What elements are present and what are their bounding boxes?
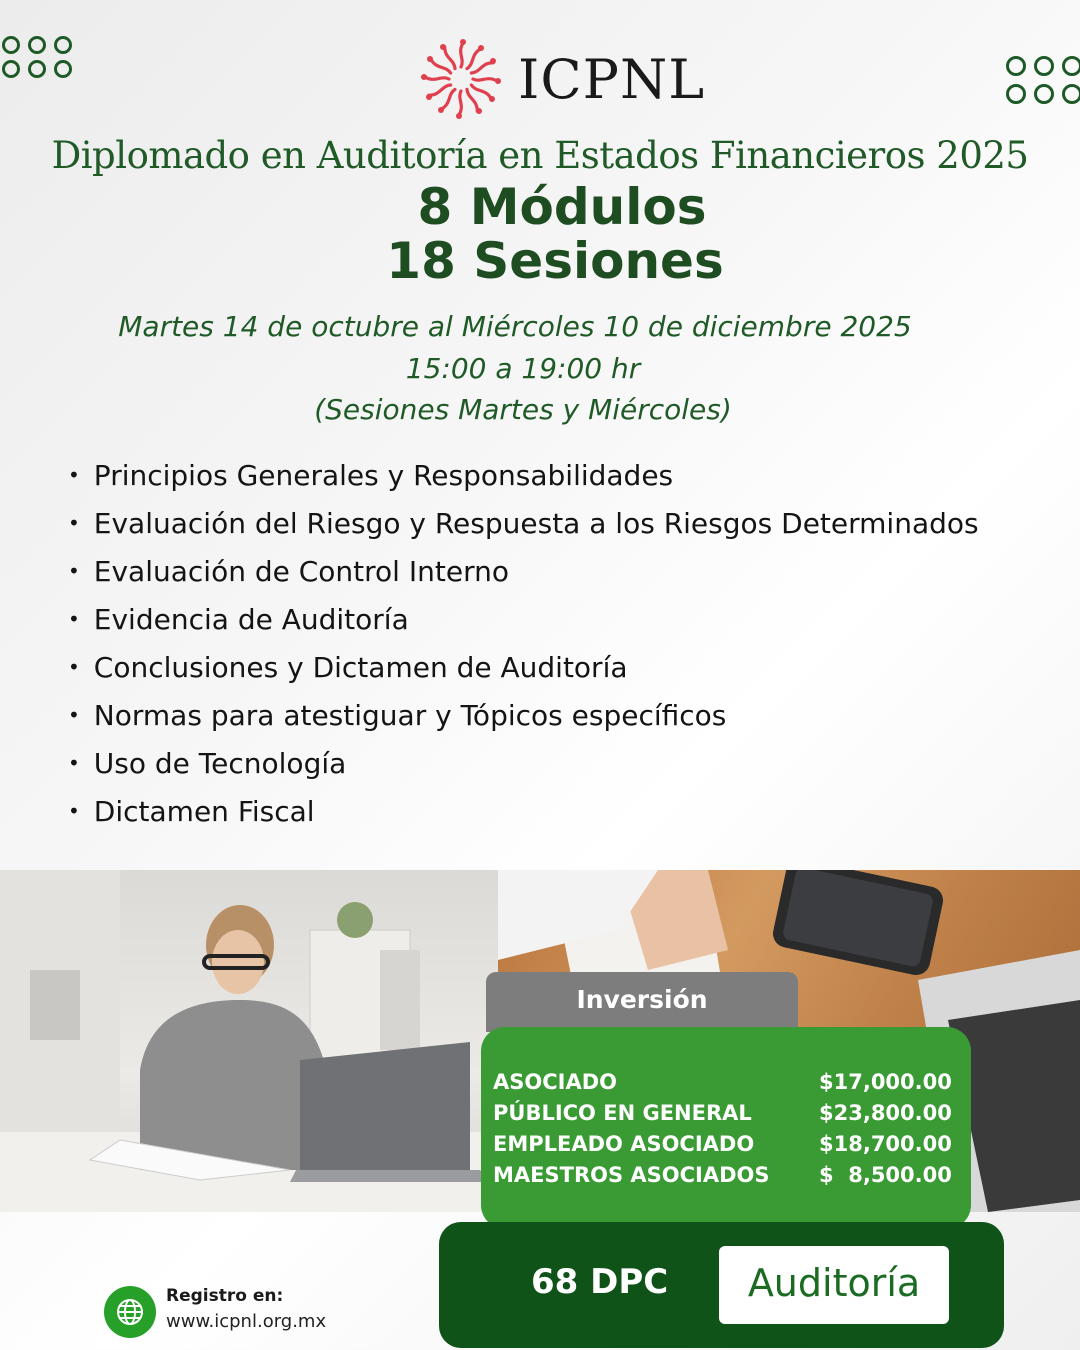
dpc-credits: 68 DPC [531,1262,669,1302]
list-item: • Dictamen Fiscal [68,792,979,840]
decorative-circles-left [2,36,72,78]
price-label: MAESTROS ASOCIADOS [493,1163,770,1187]
program-dates: Martes 14 de octubre al Miércoles 10 de diciembre 2025 [118,310,912,343]
logo-mark-icon [418,36,504,122]
decorative-circles-right [1006,56,1080,104]
price-label: ASOCIADO [493,1070,617,1094]
module-list [68,456,979,840]
price-amount: $17,000.00 [819,1070,952,1094]
list-item: • Normas para atestiguar y Tópicos específicos [68,696,979,744]
program-title: Diplomado en Auditoría en Estados Financieros 2025 [51,134,1029,177]
investment-price-box [481,1027,971,1229]
price-amount: $23,800.00 [819,1101,952,1125]
area-badge: Auditoría [719,1246,949,1324]
logo-text: ICPNL [518,47,706,111]
price-amount: $18,700.00 [819,1132,952,1156]
price-label: PÚBLICO EN GENERAL [493,1101,752,1125]
list-item: • Principios Generales y Responsabilidades [68,456,979,504]
registration-link[interactable]: www.icpnl.org.mx [166,1311,327,1332]
price-label: EMPLEADO ASOCIADO [493,1132,755,1156]
price-row [493,1067,959,1098]
list-item: • Conclusiones y Dictamen de Auditoría [68,648,979,696]
registration-label: Registro en: [166,1286,284,1306]
program-schedule: 15:00 a 19:00 hr [405,352,641,385]
session-days: (Sesiones Martes y Miércoles) [314,393,732,426]
credits-box [439,1222,1004,1348]
icpnl-logo [418,36,705,122]
investment-tab: Inversión [486,972,798,1032]
list-item: • Evaluación del Riesgo y Respuesta a los Riesgos Determinados [68,504,979,552]
sessions-count: 18 Sesiones [386,232,724,290]
globe-icon [104,1286,156,1338]
price-row [493,1160,959,1191]
modules-count: 8 Módulos [417,178,707,236]
list-item: • Evidencia de Auditoría [68,600,979,648]
list-item: • Uso de Tecnología [68,744,979,792]
photo-woman-working [0,870,500,1212]
price-row [493,1098,959,1129]
price-amount: $ 8,500.00 [819,1163,952,1187]
price-row [493,1129,959,1160]
list-item: • Evaluación de Control Interno [68,552,979,600]
